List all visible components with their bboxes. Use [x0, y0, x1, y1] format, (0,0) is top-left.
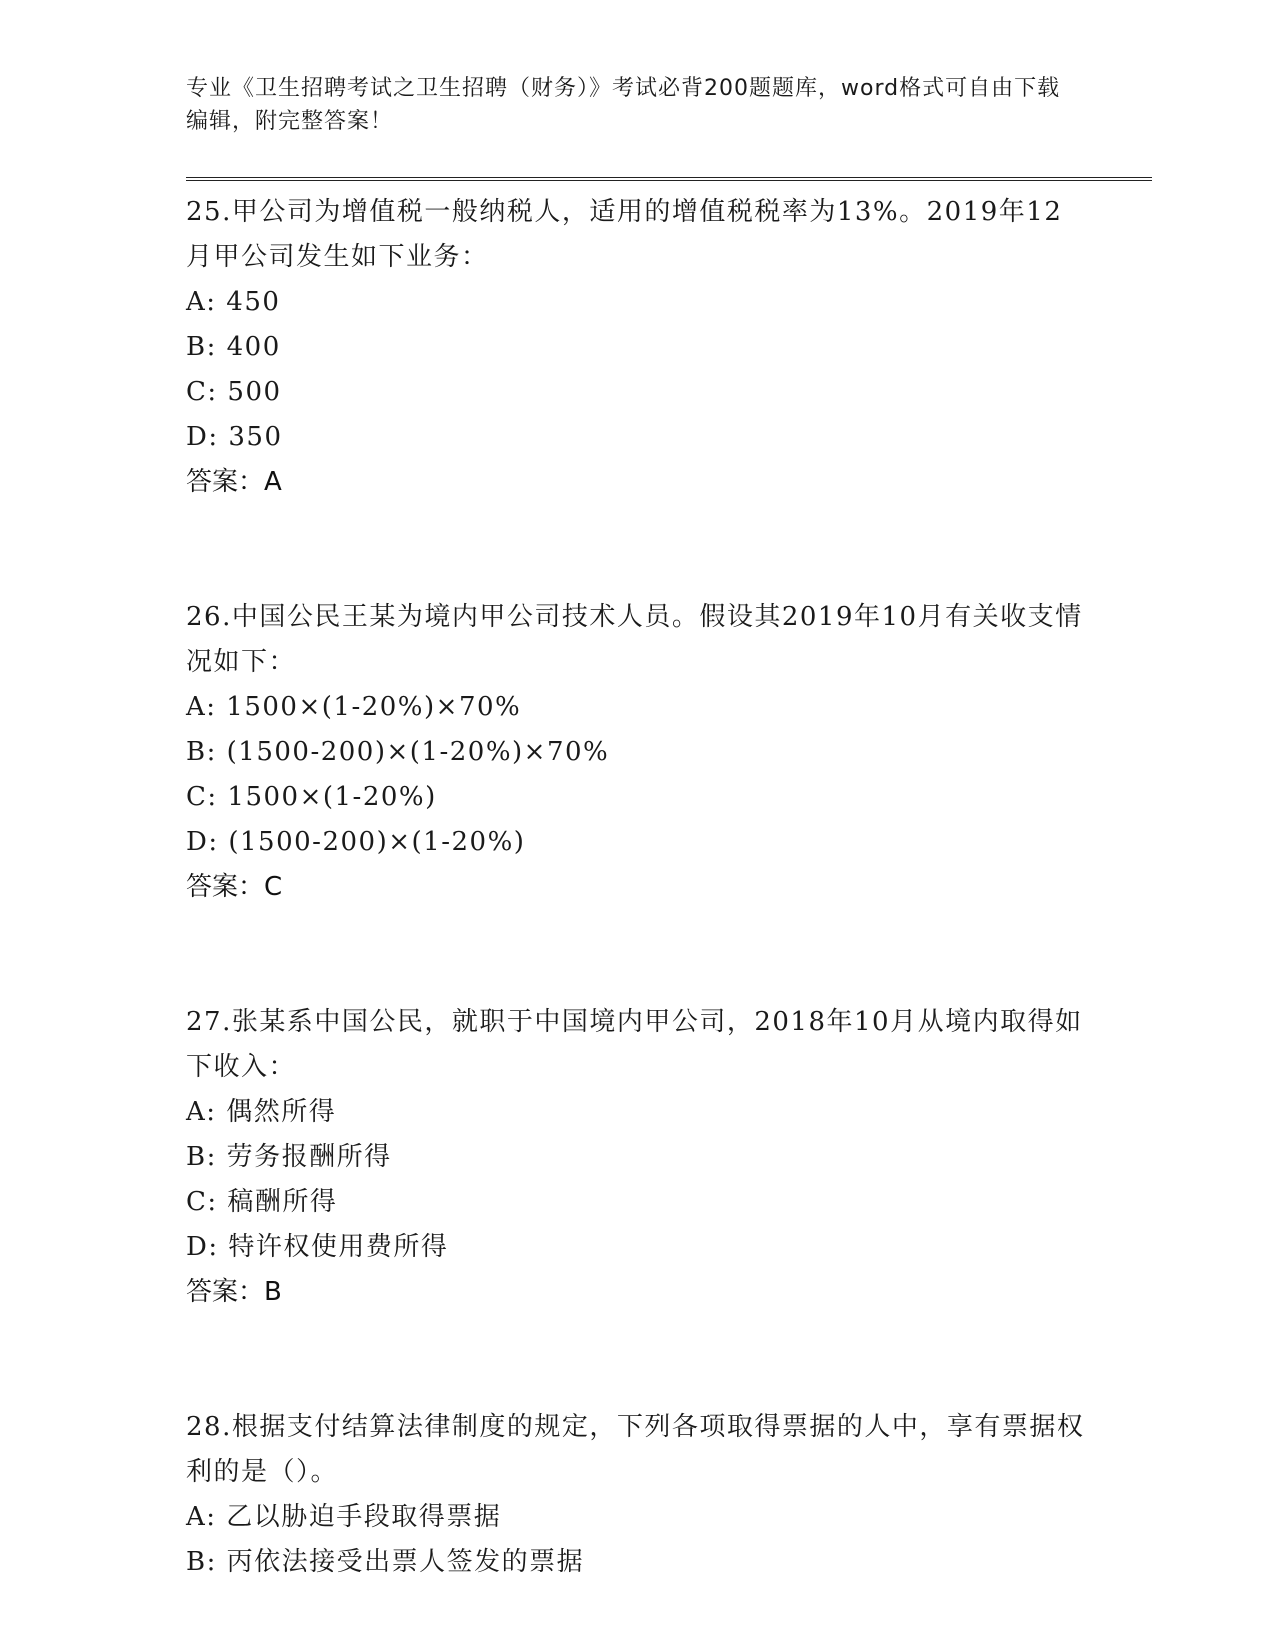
- document-header: 专业《卫生招聘考试之卫生招聘（财务）》考试必背200题题库，word格式可自由下载编辑，附完整答案！: [186, 76, 1061, 134]
- option-b: B: (1500-200)×(1-20%)×70%: [186, 737, 610, 767]
- option-b: B: 400: [186, 332, 281, 362]
- option-c: C: 稿酬所得: [186, 1187, 338, 1217]
- option-a: A: 偶然所得: [186, 1097, 337, 1127]
- question-stem: 28.根据支付结算法律制度的规定，下列各项取得票据的人中，享有票据权利的是（）。: [186, 1412, 1085, 1487]
- header-divider: [186, 177, 1152, 181]
- option-list: [186, 280, 1086, 460]
- answer-line: 答案：B: [186, 1277, 282, 1307]
- question-25: [186, 190, 1086, 505]
- option-a: A: 1500×(1-20%)×70%: [186, 692, 522, 722]
- option-a: A: 450: [186, 287, 281, 317]
- option-b: B: 劳务报酬所得: [186, 1142, 392, 1172]
- option-list: [186, 685, 1086, 865]
- option-d: D: 350: [186, 422, 283, 452]
- option-list: [186, 1495, 1086, 1585]
- question-stem: 26.中国公民王某为境内甲公司技术人员。假设其2019年10月有关收支情况如下：: [186, 602, 1083, 677]
- question-28: [186, 1405, 1086, 1585]
- answer-line: 答案：C: [186, 872, 283, 902]
- question-stem: 25.甲公司为增值税一般纳税人，适用的增值税税率为13%。2019年12月甲公司发生如下业务：: [186, 197, 1063, 272]
- option-c: C: 1500×(1-20%): [186, 782, 437, 812]
- option-d: D: 特许权使用费所得: [186, 1232, 449, 1262]
- question-list: [186, 190, 1086, 1585]
- option-list: [186, 1090, 1086, 1270]
- question-stem: 27.张某系中国公民，就职于中国境内甲公司，2018年10月从境内取得如下收入：: [186, 1007, 1083, 1082]
- option-d: D: (1500-200)×(1-20%): [186, 827, 526, 857]
- option-b: B: 丙依法接受出票人签发的票据: [186, 1547, 585, 1577]
- answer-line: 答案：A: [186, 467, 282, 497]
- option-c: C: 500: [186, 377, 282, 407]
- option-a: A: 乙以胁迫手段取得票据: [186, 1502, 502, 1532]
- question-26: [186, 595, 1086, 910]
- question-27: [186, 1000, 1086, 1315]
